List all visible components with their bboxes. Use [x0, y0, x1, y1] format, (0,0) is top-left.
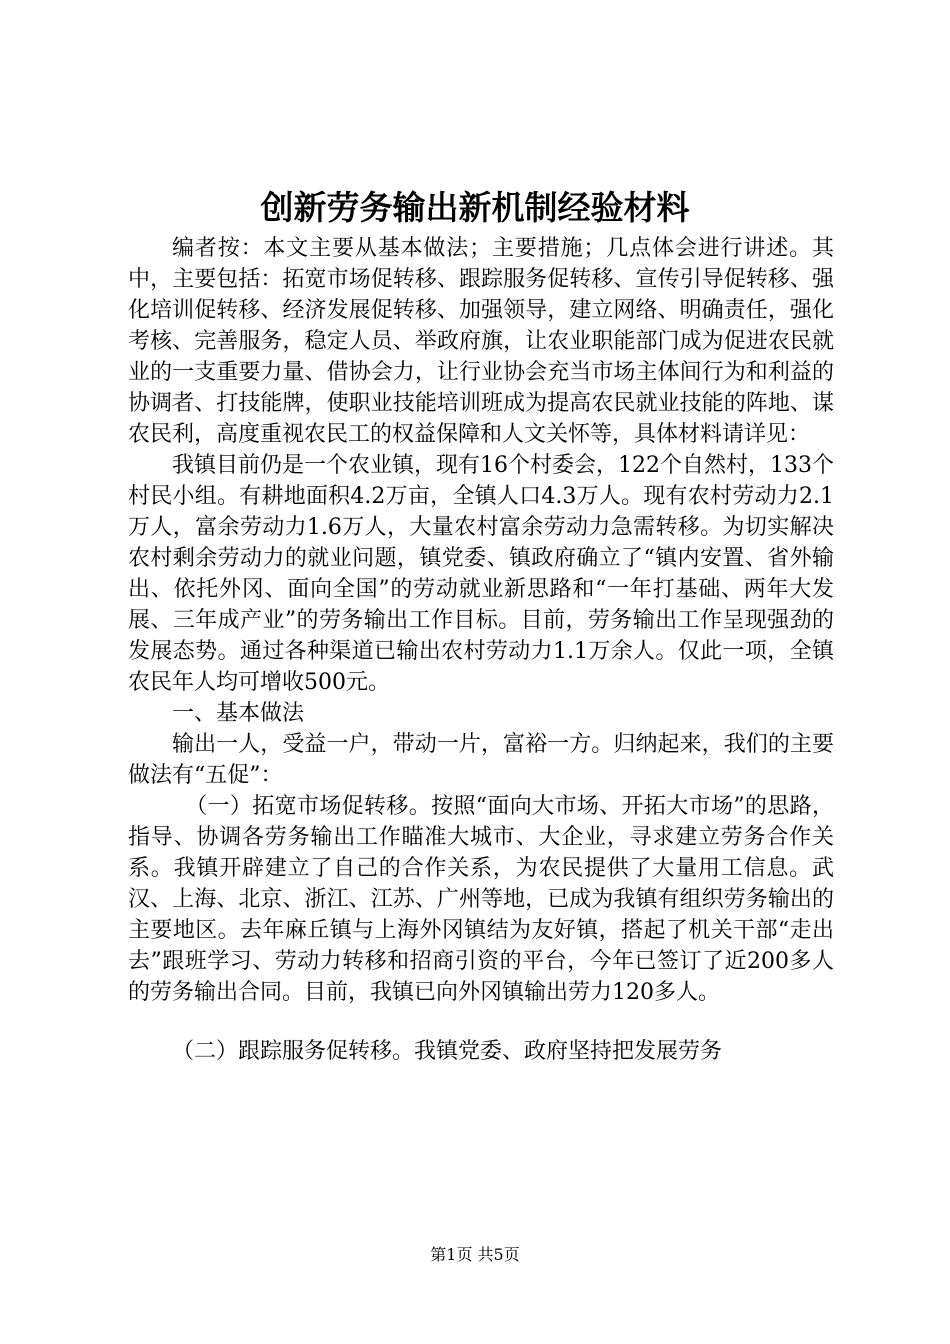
intro-paragraph: 我镇目前仍是一个农业镇，现有16个村委会，122个自然村，133个村民小组。有耕地面积4.2万亩，全镇人口4.3万人。现有农村劳动力2.1万人，富余劳动力1.6万人，大量农村富余劳动力急需转移。为切实解决农村剩余劳动力的就业问题，镇党委、镇政府确立了“镇内安置、省外输出、依托外冈、面向全国”的劳动就业新思路和“一年打基础、两年大发展、三年成产业”的劳务输出工作目标。目前，劳务输出工作呈现强劲的发展态势。通过各种渠道已输出农村劳动力1.1万余人。仅此一项，全镇农民年人均可增收500元。 — [128, 453, 834, 695]
document-body — [128, 233, 834, 1067]
document-title: 创新劳务输出新机制经验材料 — [260, 188, 690, 227]
section-heading: 一、基本做法 — [172, 701, 305, 726]
page-footer: 第1页 共5页 — [430, 1245, 520, 1264]
item-paragraph-2: （二）跟踪服务促转移。我镇党委、政府坚持把发展劳务 — [172, 1039, 723, 1064]
section-lead-paragraph: 输出一人，受益一户，带动一片，富裕一方。归纳起来，我们的主要做法有“五促”： — [128, 732, 834, 788]
editor-note-paragraph: 编者按：本文主要从基本做法；主要措施；几点体会进行讲述。其中，主要包括：拓宽市场促转移、跟踪服务促转移、宣传引导促转移、强化培训促转移、经济发展促转移、加强领导，建立网络、明确责任，强化考核、完善服务，稳定人员、举政府旗，让农业职能部门成为促进农民就业的一支重要力量、借协会力，让行业协会充当市场主体间行为和利益的协调者、打技能牌，使职业技能培训班成为提高农民就业技能的阵地、谋农民利，高度重视农民工的权益保障和人文关怀等，具体材料请详见： — [128, 236, 834, 447]
item-paragraph-1: （一）拓宽市场促转移。按照“面向大市场、开拓大市场”的思路，指导、协调各劳务输出工作瞄准大城市、大企业，寻求建立劳务合作关系。我镇开辟建立了自己的合作关系，为农民提供了大量用工信息。武汉、上海、北京、浙江、江苏、广州等地，已成为我镇有组织劳务输出的主要地区。去年麻丘镇与上海外冈镇结为友好镇，搭起了机关干部“走出去”跟班学习、劳动力转移和招商引资的平台，今年已签订了近200多人的劳务输出合同。目前，我镇已向外冈镇输出劳力120多人。 — [128, 794, 834, 1005]
